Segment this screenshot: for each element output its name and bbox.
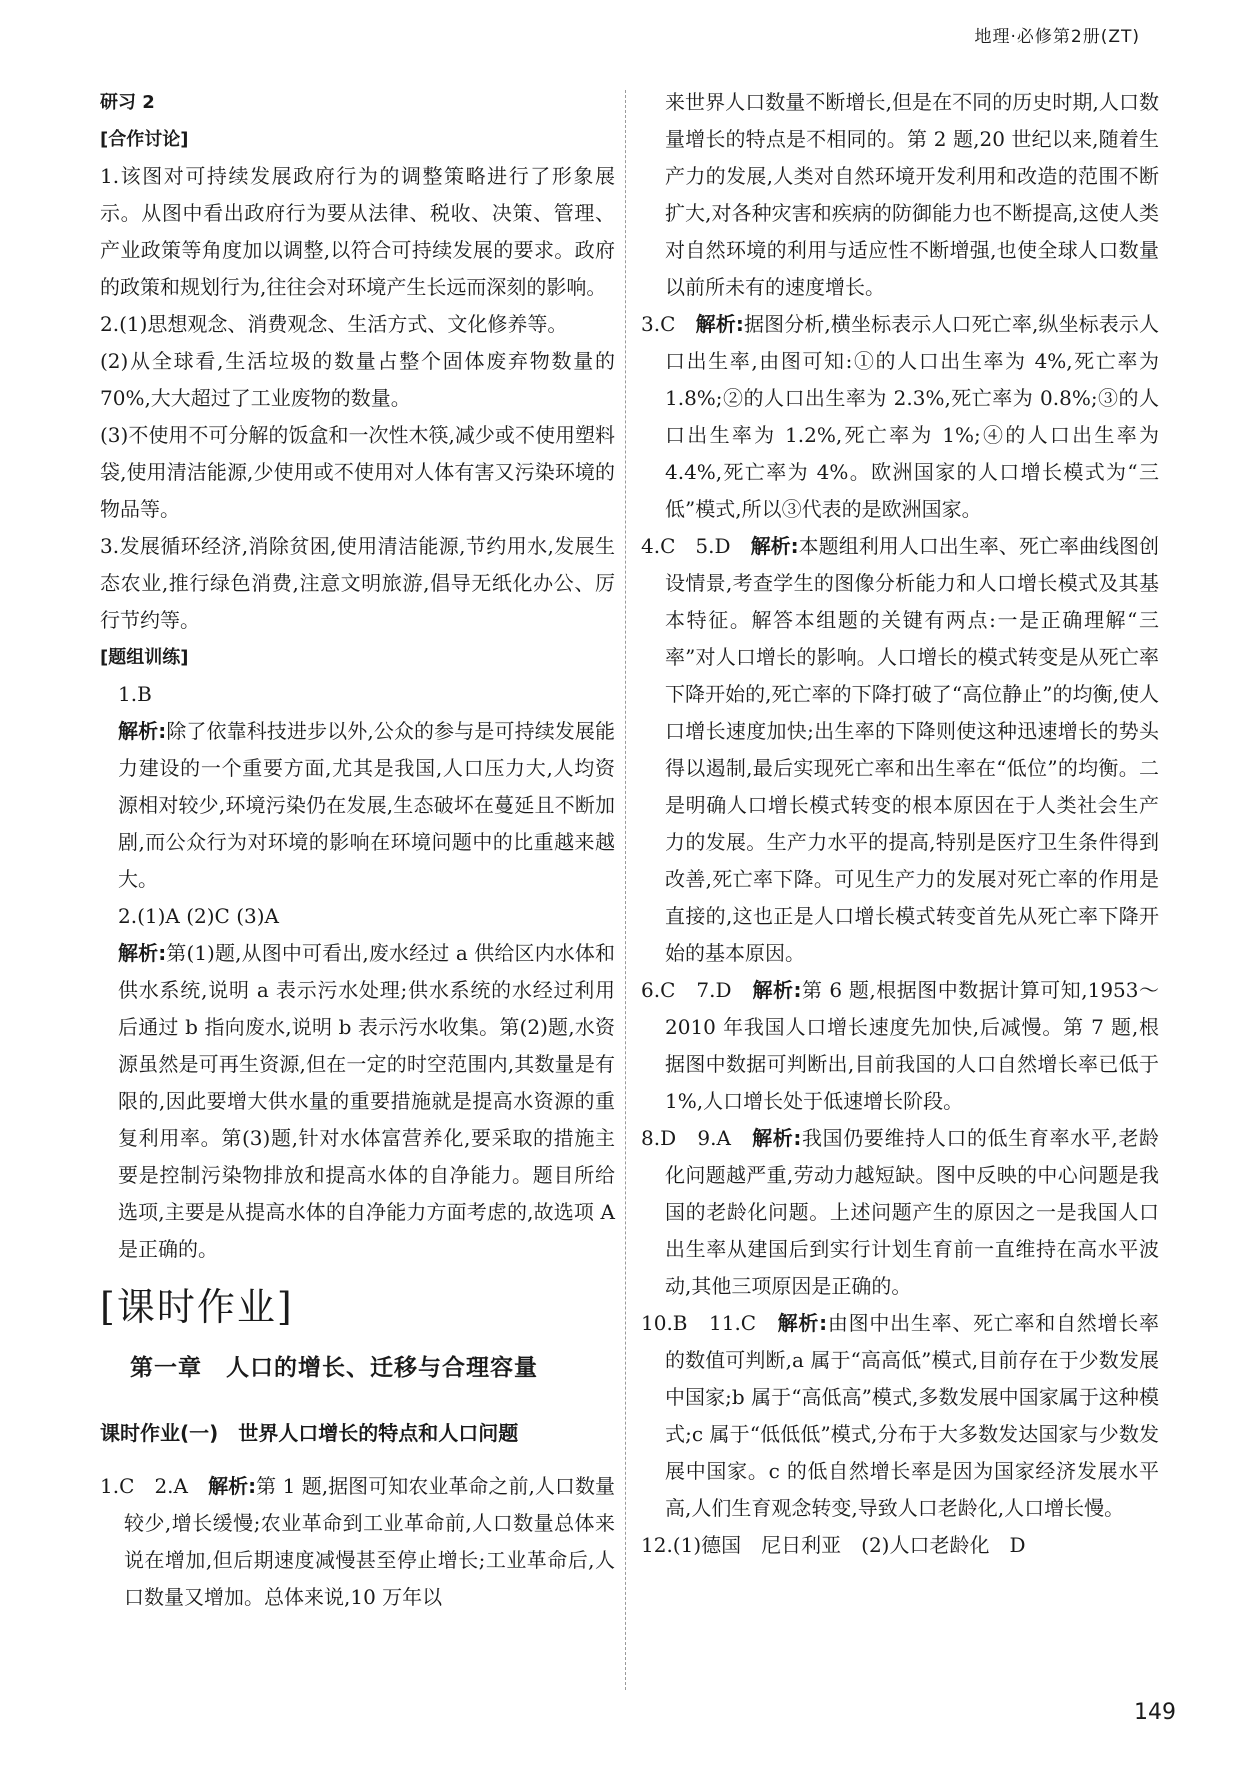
answer-8-9 bbox=[641, 1120, 1159, 1305]
analysis-label: 解析: bbox=[777, 1311, 828, 1335]
answer-2: 2.(1)A (2)C (3)A bbox=[118, 904, 279, 928]
discuss-heading: [合作讨论] bbox=[100, 129, 189, 150]
answer-key: 6.C 7.D bbox=[641, 978, 732, 1002]
answer-1-2 bbox=[100, 1468, 615, 1616]
answer-key: 8.D 9.A bbox=[641, 1126, 731, 1150]
discuss-answer-2a: 2.(1)思想观念、消费观念、生活方式、文化修养等。 bbox=[100, 312, 568, 336]
analysis-text: 第 6 题,根据图中数据计算可知,1953～2010 年我国人口增长速度先加快,后减慢。第 7 题,根据图中数据可判断出,目前我国的人口自然增长率已低于 1%,人口增长处于低速增长阶段。 bbox=[665, 978, 1159, 1113]
discuss-answer-3: 3.发展循环经济,消除贫困,使用清洁能源,节约用水,发展生态农业,推行绿色消费,注意文明旅游,倡导无纸化办公、厉行节约等。 bbox=[100, 534, 615, 632]
analysis-label: 解析: bbox=[752, 978, 802, 1002]
analysis-label: 解析: bbox=[118, 719, 167, 743]
column-divider bbox=[625, 90, 626, 1690]
answer-12: 12.(1)德国 尼日利亚 (2)人口老龄化 D bbox=[641, 1533, 1026, 1557]
answer-6-7 bbox=[641, 972, 1159, 1120]
analysis-text: 除了依靠科技进步以外,公众的参与是可持续发展能力建设的一个重要方面,尤其是我国,人口压力大,人均资源相对较少,环境污染仍在发展,生态破坏在蔓延且不断加剧,而公众行为对环境的影响在环境问题中的比重越来越大。 bbox=[118, 719, 616, 891]
analysis-text: 第(1)题,从图中可看出,废水经过 a 供给区内水体和供水系统,说明 a 表示污水处理;供水系统的水经过利用后通过 b 指向废水,说明 b 表示污水收集。第(2)题,水资源虽然是可再生资源,但在一定的时空范围内,其数量是有限的,因此要增大供水量的重要措施就是提高水资源的重复利用率。第(3)题,针对水体富营养化,要采取的措施主要是控制污染物排放和提高水体的自净能力。题目所给选项,主要是从提高水体的自净能力方面考虑的,故选项 A 是正确的。 bbox=[118, 941, 616, 1261]
continued-text: 来世界人口数量不断增长,但是在不同的历史时期,人口数量增长的特点是不相同的。第 2 题,20 世纪以来,随着生产力的发展,人类对自然环境开发利用和改造的范围不断扩大,对各种灾害和疾病的防御能力也不断提高,这使人类对自然环境的利用与适应性不断增强,也使全球人口数量以前所未有的速度增长。 bbox=[665, 90, 1159, 299]
analysis-text: 我国仍要维持人口的低生育率水平,老龄化问题越严重,劳动力越短缺。图中反映的中心问题是我国的老龄化问题。上述问题产生的原因之一是我国人口出生率从建国后到实行计划生育前一直维持在高水平波动,其他三项原因是正确的。 bbox=[665, 1126, 1160, 1298]
section-title: [课时作业] bbox=[100, 1285, 294, 1329]
training-heading: [题组训练] bbox=[100, 647, 189, 668]
right-column bbox=[641, 84, 1159, 1564]
answer-key: 1.C 2.A bbox=[100, 1474, 188, 1498]
analysis-label: 解析: bbox=[695, 312, 744, 336]
analysis-text: 据图分析,横坐标表示人口死亡率,纵坐标表示人口出生率,由图可知:①的人口出生率为 4%,死亡率为 1.8%;②的人口出生率为 2.3%,死亡率为 0.8%;③的人口出生率为 1.2%,死亡率为 1%;④的人口出生率为4.4%,死亡率为 4%。欧洲国家的人口增长模式为“三低”模式,所以③代表的是欧洲国家。 bbox=[665, 312, 1160, 521]
analysis-1 bbox=[100, 713, 615, 898]
analysis-label: 解析: bbox=[118, 941, 167, 965]
study-heading: 研习 2 bbox=[100, 92, 155, 113]
answer-10-11 bbox=[641, 1305, 1159, 1527]
answer-key: 10.B 11.C bbox=[641, 1311, 757, 1335]
answer-key: 3.C bbox=[641, 312, 676, 336]
left-column bbox=[100, 84, 615, 1616]
analysis-text: 第 1 题,据图可知农业革命之前,人口数量较少,增长缓慢;农业革命到工业革命前,人口数量总体来说在增加,但后期速度减慢甚至停止增长;工业革命后,人口数量又增加。总体来说,10 万年以 bbox=[124, 1474, 616, 1609]
lesson-title: 课时作业(一) 世界人口增长的特点和人口问题 bbox=[100, 1421, 519, 1445]
analysis-label: 解析: bbox=[750, 534, 799, 558]
analysis-2 bbox=[100, 935, 615, 1268]
answer-key: 4.C 5.D bbox=[641, 534, 731, 558]
discuss-answer-2b: (2)从全球看,生活垃圾的数量占整个固体废弃物数量的 70%,大大超过了工业废物的数量。 bbox=[100, 349, 615, 410]
analysis-label: 解析: bbox=[752, 1126, 802, 1150]
page-number: 149 bbox=[1134, 1700, 1176, 1725]
discuss-answer-1: 1.该图对可持续发展政府行为的调整策略进行了形象展示。从图中看出政府行为要从法律、税收、决策、管理、产业政策等角度加以调整,以符合可持续发展的要求。政府的政策和规划行为,往往会对环境产生长远而深刻的影响。 bbox=[100, 164, 615, 299]
analysis-text: 本题组利用人口出生率、死亡率曲线图创设情景,考查学生的图像分析能力和人口增长模式及其基本特征。解答本组题的关键有两点:一是正确理解“三率”对人口增长的影响。人口增长的模式转变是从死亡率下降开始的,死亡率的下降打破了“高位静止”的均衡,使人口增长速度加快;出生率的下降则使这种迅速增长的势头得以遏制,最后实现死亡率和出生率在“低位”的均衡。二是明确人口增长模式转变的根本原因在于人类社会生产力的发展。生产力水平的提高,特别是医疗卫生条件得到改善,死亡率下降。可见生产力的发展对死亡率的作用是直接的,这也正是人口增长模式转变首先从死亡率下降开始的基本原因。 bbox=[665, 534, 1160, 965]
page-header: 地理·必修第2册(ZT) bbox=[974, 27, 1140, 47]
answer-3 bbox=[641, 306, 1159, 528]
analysis-text: 由图中出生率、死亡率和自然增长率的数值可判断,a 属于“高高低”模式,目前存在于少数发展中国家;b 属于“高低高”模式,多数发展中国家属于这种模式;c 属于“低低低”模式,分布于大多数发达国家与少数发展中国家。c 的低自然增长率是因为国家经济发展水平高,人们生育观念转变,导致人口老龄化,人口增长慢。 bbox=[665, 1311, 1160, 1520]
chapter-title: 第一章 人口的增长、迁移与合理容量 bbox=[130, 1355, 538, 1381]
answer-1: 1.B bbox=[118, 682, 152, 706]
analysis-label: 解析: bbox=[208, 1474, 257, 1498]
answer-4-5 bbox=[641, 528, 1159, 972]
discuss-answer-2c: (3)不使用不可分解的饭盒和一次性木筷,减少或不使用塑料袋,使用清洁能源,少使用或不使用对人体有害又污染环境的物品等。 bbox=[100, 423, 615, 521]
